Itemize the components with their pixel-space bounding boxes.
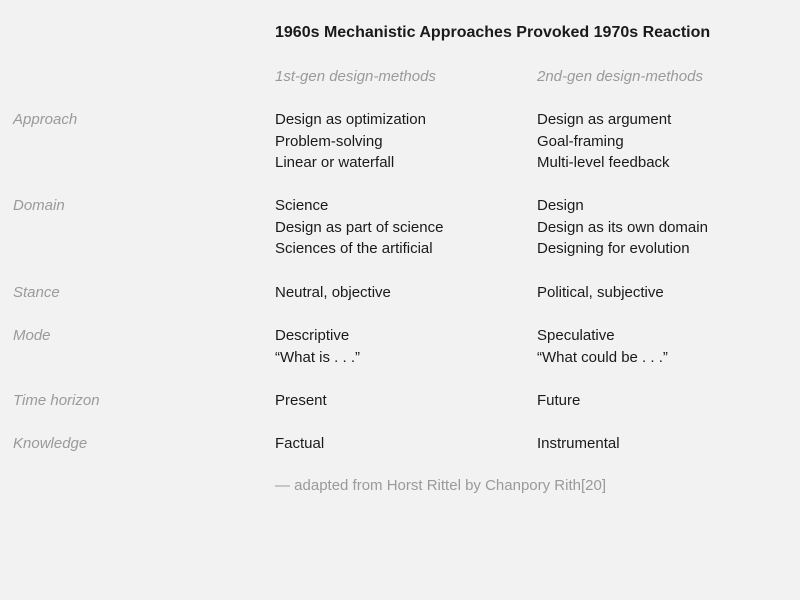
cell-line: Political, subjective xyxy=(537,284,664,301)
second-gen-cell xyxy=(537,390,580,412)
cell-line: Design as its own domain xyxy=(537,218,708,236)
column-header-second-gen: 2nd-gen design-methods xyxy=(537,68,703,85)
first-gen-cell xyxy=(275,433,324,455)
first-gen-cell xyxy=(275,195,443,260)
cell-line: Design as part of science xyxy=(275,218,444,236)
cell-line: Design as optimization xyxy=(275,111,426,128)
first-gen-cell xyxy=(275,109,426,174)
page-title: 1960s Mechanistic Approaches Provoked 1970s Reaction xyxy=(275,24,711,41)
source-attribution: — adapted from Horst Rittel by Chanpory Rith[20] xyxy=(275,477,606,494)
first-gen-cell xyxy=(275,325,360,368)
cell-line: Neutral, objective xyxy=(275,284,391,301)
first-gen-cell xyxy=(275,390,327,412)
row-label: Knowledge xyxy=(13,435,88,452)
second-gen-cell xyxy=(537,109,671,174)
row-label: Stance xyxy=(13,284,60,301)
first-gen-cell xyxy=(275,282,391,304)
cell-line: Designing for evolution xyxy=(537,240,690,258)
cell-line: Present xyxy=(275,392,327,409)
row-label: Approach xyxy=(13,111,78,128)
cell-line: Problem-solving xyxy=(275,132,383,150)
row-label: Mode xyxy=(13,327,51,344)
cell-line: Linear or waterfall xyxy=(275,154,395,172)
column-header-first-gen: 1st-gen design-methods xyxy=(275,68,436,85)
cell-line: Multi-level feedback xyxy=(537,154,670,172)
cell-line: Design xyxy=(537,197,584,214)
cell-line: Sciences of the artificial xyxy=(275,240,433,258)
cell-line: “What could be . . .” xyxy=(537,348,668,366)
cell-line: Instrumental xyxy=(537,435,620,452)
cell-line: Science xyxy=(275,197,329,214)
cell-line: Design as argument xyxy=(537,111,672,128)
cell-line: Descriptive xyxy=(275,327,350,344)
second-gen-cell xyxy=(537,325,668,368)
cell-line: “What is . . .” xyxy=(275,348,361,366)
second-gen-cell xyxy=(537,195,708,260)
cell-line: Factual xyxy=(275,435,325,452)
cell-line: Goal-framing xyxy=(537,132,624,150)
second-gen-cell xyxy=(537,433,620,455)
second-gen-cell xyxy=(537,282,664,304)
row-label: Time horizon xyxy=(13,392,100,409)
cell-line: Future xyxy=(537,392,581,409)
cell-line: Speculative xyxy=(537,327,615,344)
row-label: Domain xyxy=(13,197,65,214)
